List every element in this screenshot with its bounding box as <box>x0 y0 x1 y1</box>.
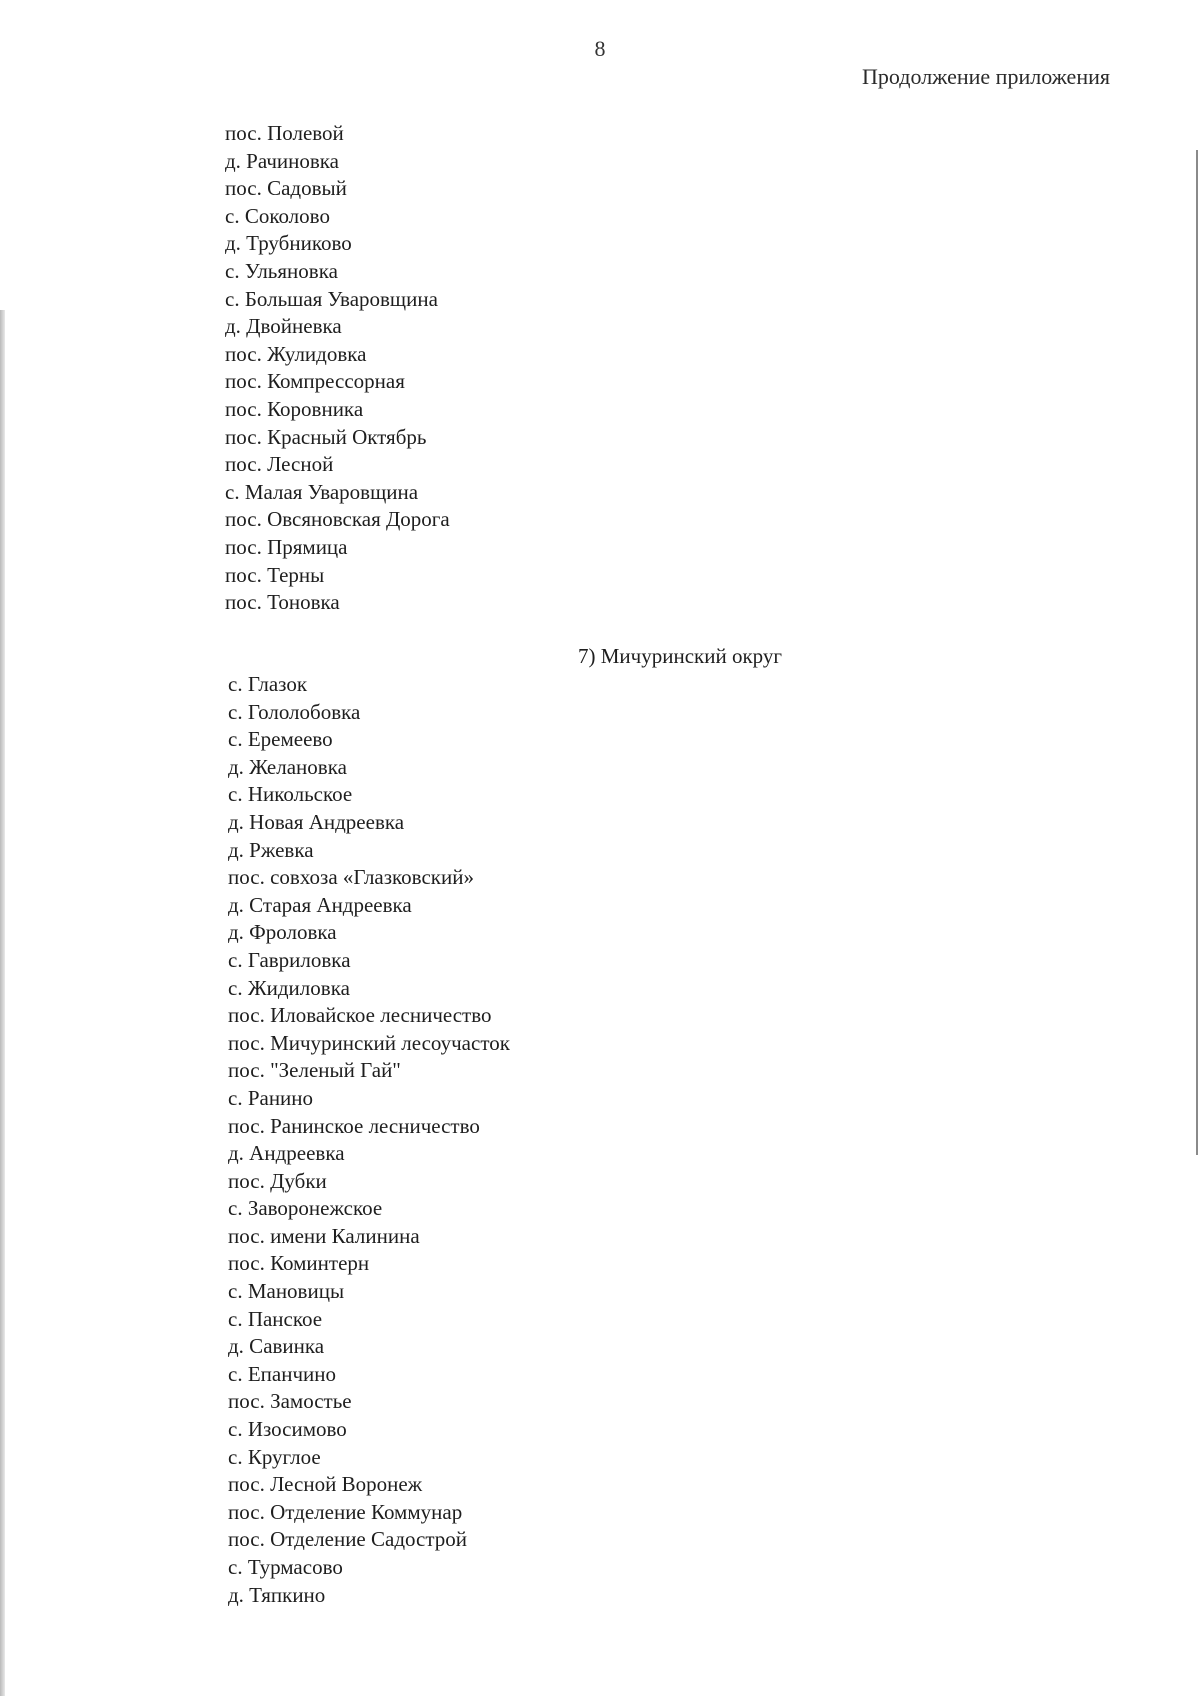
list-item: пос. Ранинское лесничество <box>228 1113 480 1138</box>
list-item: с. Гавриловка <box>228 947 351 972</box>
list-item: д. Савинка <box>228 1334 325 1359</box>
section-heading-michurinsky: 7) Мичуринский округ <box>578 644 782 668</box>
list-item: пос. "Зеленый Гай" <box>228 1058 401 1083</box>
list-item: с. Большая Уваровщина <box>225 286 438 311</box>
list-item: пос. Дубки <box>228 1168 327 1193</box>
list-item: д. Трубниково <box>225 231 352 256</box>
settlement-list-michurinsky <box>228 671 510 1609</box>
list-item: с. Никольское <box>228 782 353 807</box>
page-number: 8 <box>594 36 606 61</box>
list-item: д. Фроловка <box>228 920 337 945</box>
list-item: пос. Отделение Садострой <box>228 1527 468 1552</box>
list-item: с. Гололобовка <box>228 699 361 724</box>
list-item: с. Изосимово <box>228 1417 347 1442</box>
list-item: пос. Лесной Воронеж <box>228 1472 423 1497</box>
list-item: пос. Коминтерн <box>228 1251 370 1276</box>
list-item: с. Панское <box>228 1306 323 1331</box>
list-item: д. Старая Андреевка <box>228 892 412 917</box>
list-item: пос. Отделение Коммунар <box>228 1499 463 1524</box>
list-item: д. Рачиновка <box>225 148 340 173</box>
list-item: с. Глазок <box>228 672 308 696</box>
list-item: пос. Прямица <box>225 534 348 559</box>
list-item: с. Малая Уваровщина <box>225 479 419 504</box>
list-item: д. Ржевка <box>228 837 314 862</box>
scan-edge-left <box>0 310 5 1696</box>
list-item: пос. Замостье <box>228 1389 352 1414</box>
list-item: пос. Лесной <box>225 452 334 477</box>
list-item: пос. Терны <box>225 562 325 587</box>
settlement-list-previous-district <box>225 120 450 617</box>
list-item: д. Желановка <box>228 754 347 779</box>
list-item: д. Андреевка <box>228 1141 345 1166</box>
list-item: с. Турмасово <box>228 1555 343 1579</box>
list-item: с. Заворонежское <box>228 1196 383 1221</box>
list-item: пос. совхоза «Глазковский» <box>228 865 474 890</box>
list-item: пос. Коровника <box>225 396 364 421</box>
list-item: пос. Мичуринский лесоучасток <box>228 1030 510 1055</box>
list-item: с. Круглое <box>228 1444 321 1469</box>
list-item: д. Новая Андреевка <box>228 809 405 834</box>
list-item: с. Еремеево <box>228 727 333 752</box>
list-item: пос. Жулидовка <box>225 341 367 366</box>
list-item: пос. Тоновка <box>225 590 340 615</box>
list-item: д. Двойневка <box>225 314 342 339</box>
list-item: пос. Овсяновская Дорога <box>225 507 450 532</box>
list-item: пос. имени Калинина <box>228 1223 420 1248</box>
list-item: с. Ульяновка <box>225 258 338 283</box>
list-item: пос. Компрессорная <box>225 369 405 394</box>
list-item: с. Жидиловка <box>228 975 350 1000</box>
list-item: с. Епанчино <box>228 1361 336 1386</box>
list-item: с. Мановицы <box>228 1279 345 1304</box>
list-item: пос. Полевой <box>225 121 344 145</box>
list-item: д. Тяпкино <box>228 1582 326 1607</box>
list-item: пос. Иловайское лесничество <box>228 1003 492 1028</box>
list-item: пос. Садовый <box>225 176 347 201</box>
list-item: с. Соколово <box>225 203 330 228</box>
continuation-label: Продолжение приложения <box>862 64 1110 89</box>
list-item: с. Ранино <box>228 1085 314 1110</box>
list-item: пос. Красный Октябрь <box>225 424 427 449</box>
